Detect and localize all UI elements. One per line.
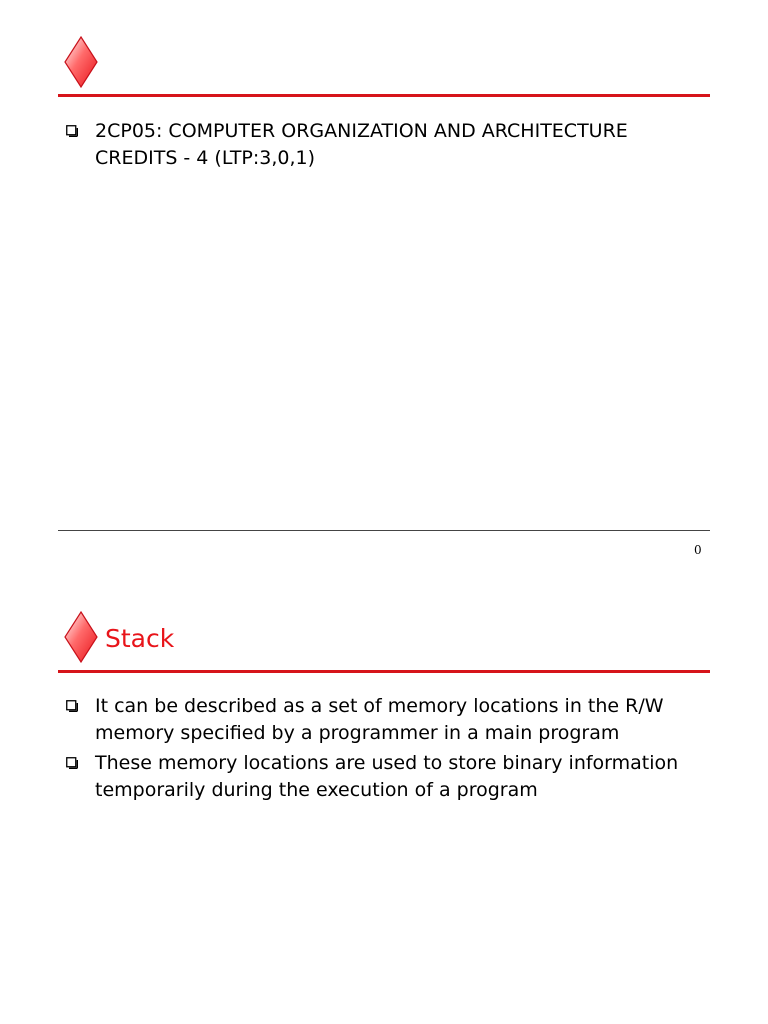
bullet-item: [64, 693, 714, 747]
title-rule: [58, 670, 710, 673]
slide-stack: [0, 575, 768, 1024]
slide-title: Stack: [105, 624, 175, 653]
red-diamond-icon: [64, 611, 98, 663]
bullet-list: [64, 118, 714, 175]
page-number: 0: [694, 543, 702, 557]
bullet-item: [64, 118, 714, 172]
bullet-item: [64, 750, 714, 804]
checkbox-bullet-icon: [66, 700, 78, 712]
checkbox-bullet-icon: [66, 757, 78, 769]
bullet-list: [64, 693, 714, 807]
bullet-text: These memory locations are used to store binary information temporarily during the execution of a program: [95, 752, 679, 801]
footer-divider: [58, 530, 710, 531]
bullet-text: 2CP05: COMPUTER ORGANIZATION AND ARCHITECTURE CREDITS - 4 (LTP:3,0,1): [95, 120, 628, 169]
red-diamond-icon: [64, 36, 98, 88]
title-rule: [58, 94, 710, 97]
checkbox-bullet-icon: [66, 125, 78, 137]
bullet-text: It can be described as a set of memory locations in the R/W memory specified by a programmer in a main program: [95, 695, 664, 744]
